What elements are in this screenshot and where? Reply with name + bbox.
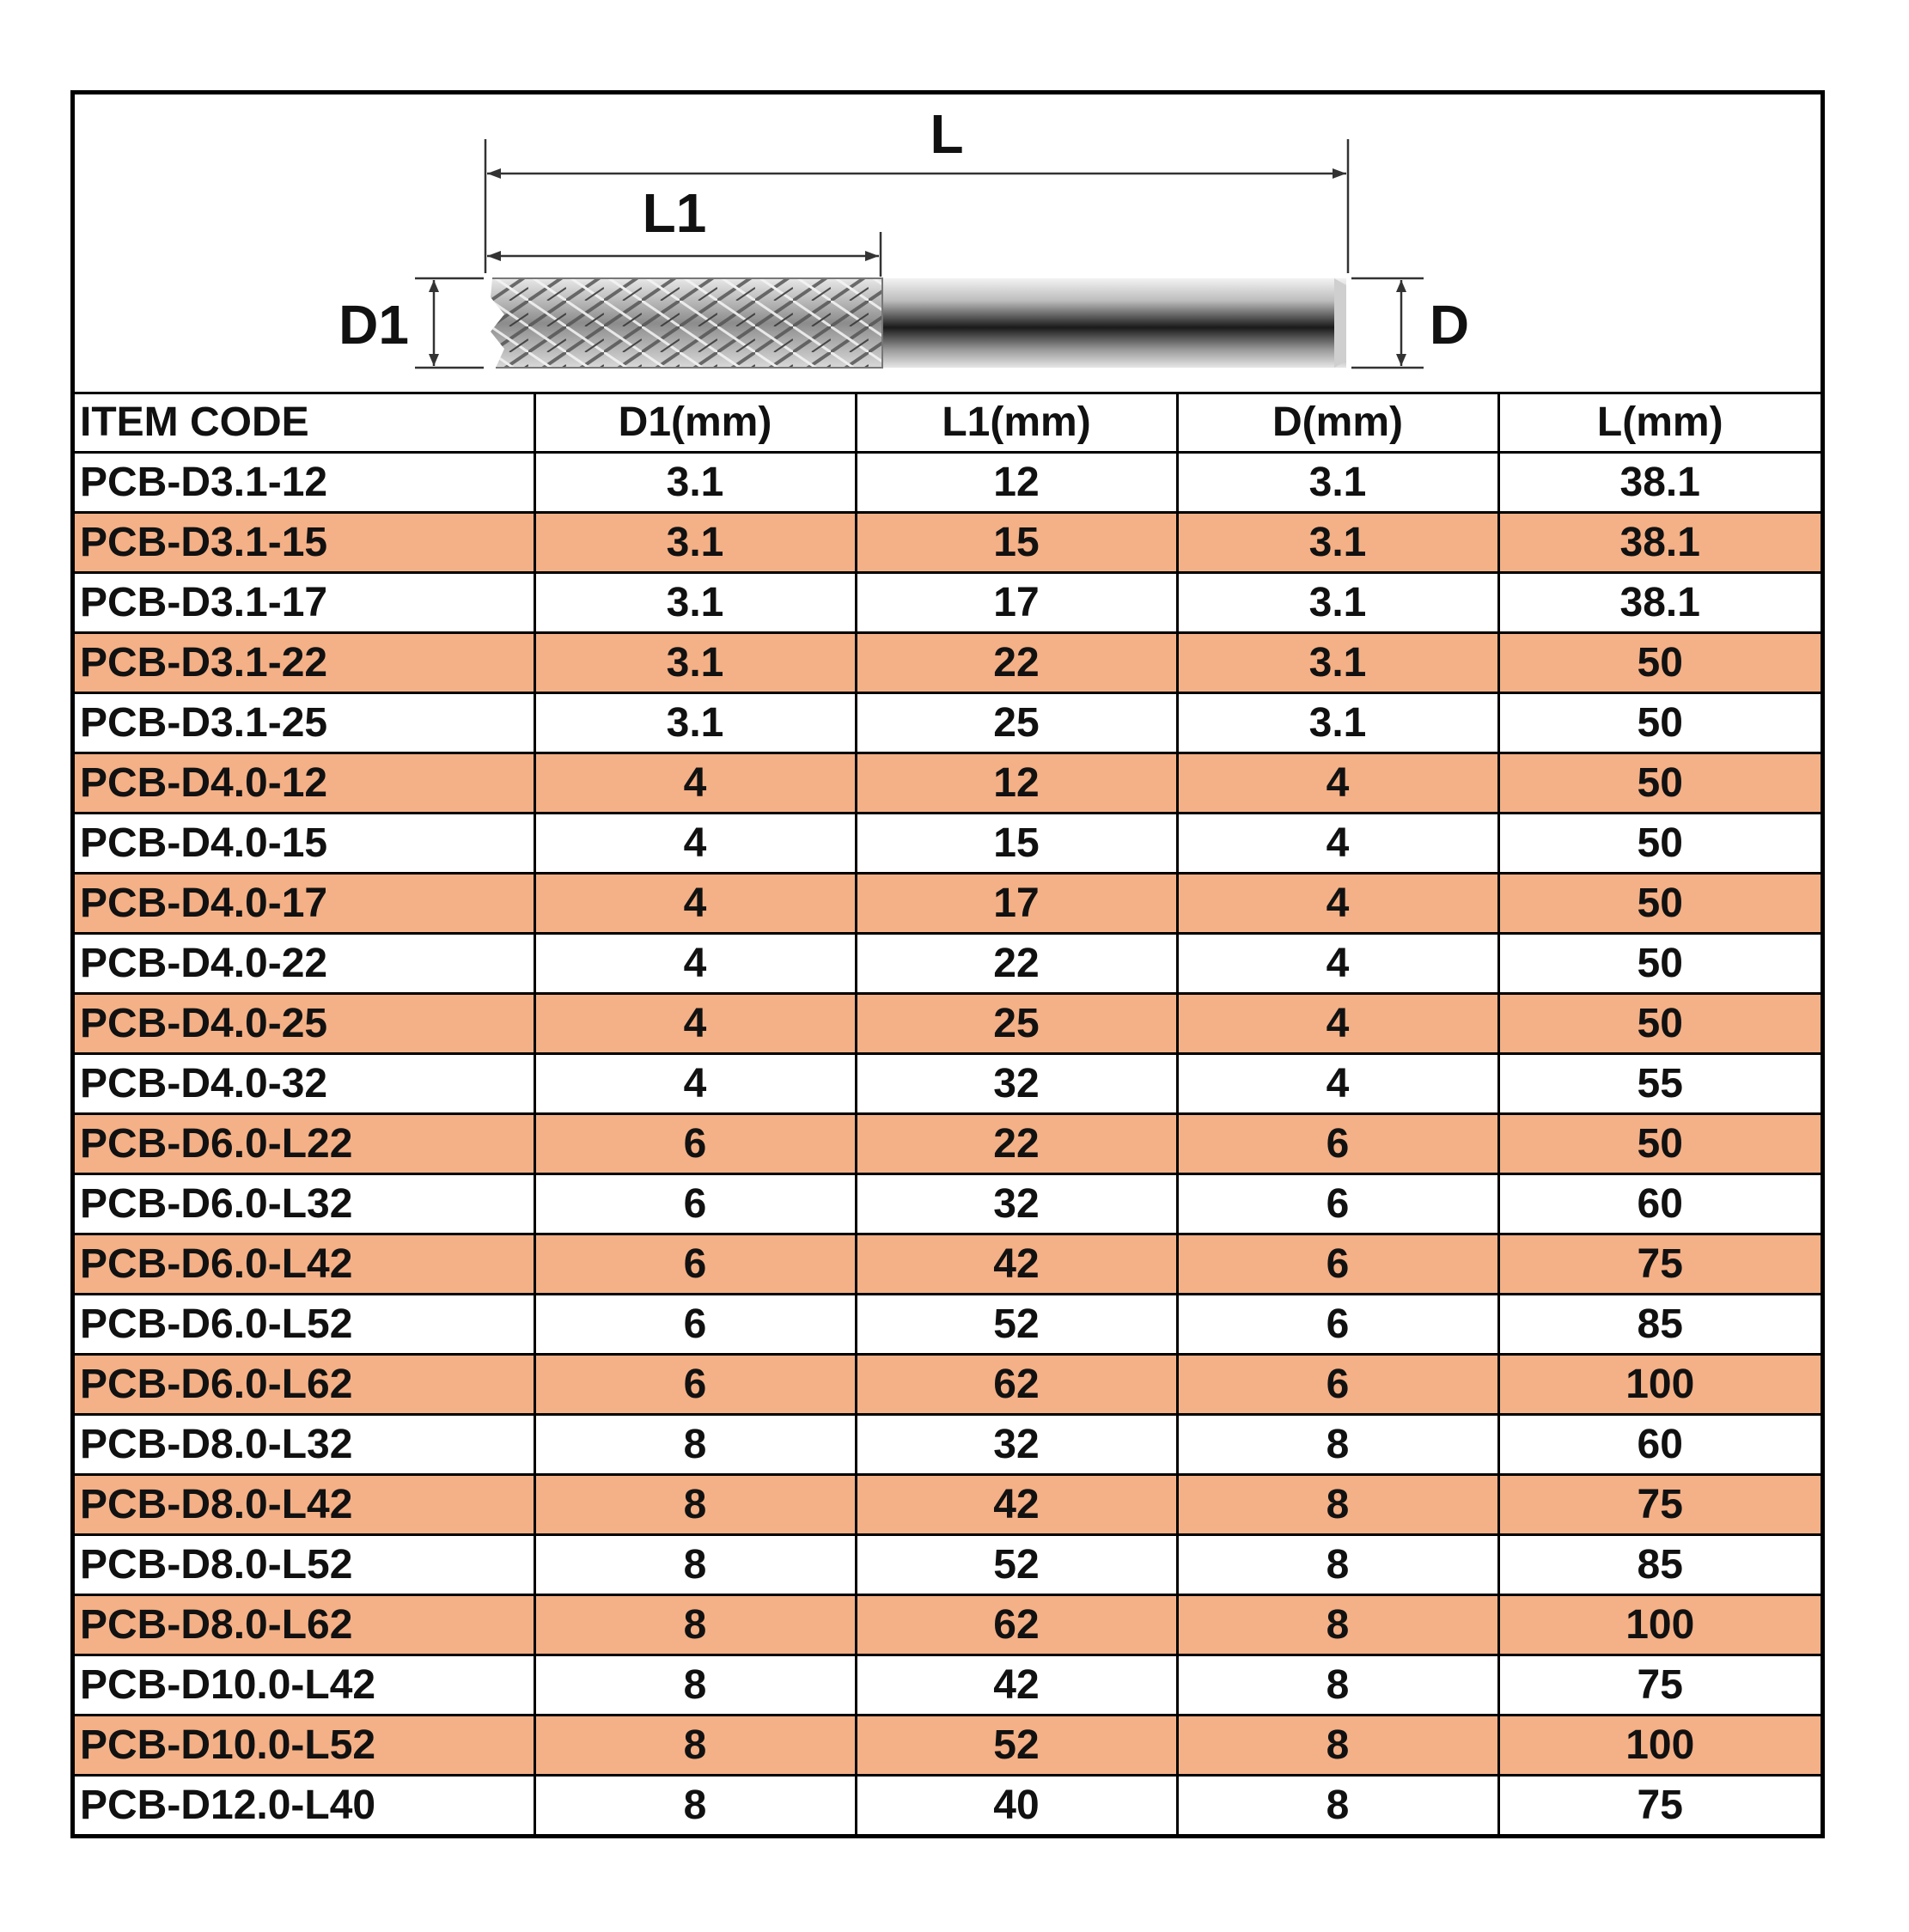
table-row: [75, 1054, 1821, 1114]
d-cell: 3.1: [1177, 693, 1498, 753]
d-cell: 8: [1177, 1716, 1498, 1776]
l1-cell: 32: [856, 1415, 1177, 1475]
header-item-code: ITEM CODE: [75, 393, 534, 453]
table-row: [75, 1776, 1821, 1835]
item-code-cell: PCB-D6.0-L52: [75, 1295, 534, 1355]
d-cell: 6: [1177, 1114, 1498, 1174]
d1-cell: 4: [534, 1054, 856, 1114]
d1-cell: 6: [534, 1174, 856, 1234]
d-cell: 8: [1177, 1535, 1498, 1595]
l-cell: 55: [1498, 1054, 1821, 1114]
item-code-cell: PCB-D3.1-17: [75, 573, 534, 633]
end-mill-picture: [491, 278, 1346, 368]
table-row: [75, 1174, 1821, 1234]
table-row: [75, 1355, 1821, 1415]
d-cell: 8: [1177, 1655, 1498, 1716]
l-cell: 50: [1498, 633, 1821, 693]
table-row: [75, 573, 1821, 633]
l1-cell: 25: [856, 693, 1177, 753]
d1-cell: 6: [534, 1234, 856, 1295]
l1-cell: 12: [856, 753, 1177, 814]
item-code-cell: PCB-D10.0-L52: [75, 1716, 534, 1776]
shank-diameter-dimension: [1351, 278, 1424, 368]
tool-dimension-diagram: [75, 94, 1821, 392]
table-header-row: [75, 393, 1821, 453]
l1-cell: 32: [856, 1174, 1177, 1234]
d-cell: 8: [1177, 1415, 1498, 1475]
header-l: L(mm): [1498, 393, 1821, 453]
table-row: [75, 1415, 1821, 1475]
d-cell: 3.1: [1177, 453, 1498, 513]
l1-cell: 22: [856, 633, 1177, 693]
length-label: L: [930, 103, 964, 165]
d-cell: 3.1: [1177, 513, 1498, 573]
table-row: [75, 1234, 1821, 1295]
overall-length-dimension: [485, 139, 1348, 273]
l-cell: 50: [1498, 994, 1821, 1054]
d-cell: 4: [1177, 874, 1498, 934]
d1-cell: 3.1: [534, 513, 856, 573]
l-cell: 85: [1498, 1535, 1821, 1595]
l-cell: 75: [1498, 1655, 1821, 1716]
table-row: [75, 633, 1821, 693]
l-cell: 50: [1498, 753, 1821, 814]
header-l1: L1(mm): [856, 393, 1177, 453]
l-cell: 50: [1498, 814, 1821, 874]
l1-cell: 42: [856, 1234, 1177, 1295]
d-cell: 6: [1177, 1234, 1498, 1295]
item-code-cell: PCB-D3.1-12: [75, 453, 534, 513]
d1-cell: 4: [534, 934, 856, 994]
item-code-cell: PCB-D4.0-15: [75, 814, 534, 874]
d-cell: 6: [1177, 1295, 1498, 1355]
d-cell: 3.1: [1177, 573, 1498, 633]
table-row: [75, 753, 1821, 814]
l1-cell: 42: [856, 1655, 1177, 1716]
table-row: [75, 1114, 1821, 1174]
table-row: [75, 513, 1821, 573]
table-row: [75, 874, 1821, 934]
table-row: [75, 1716, 1821, 1776]
l1-cell: 17: [856, 874, 1177, 934]
cutting-diameter-label: D1: [338, 294, 409, 356]
item-code-cell: PCB-D6.0-L62: [75, 1355, 534, 1415]
item-code-cell: PCB-D4.0-32: [75, 1054, 534, 1114]
item-code-cell: PCB-D6.0-L32: [75, 1174, 534, 1234]
header-d: D(mm): [1177, 393, 1498, 453]
table-row: [75, 1295, 1821, 1355]
item-code-cell: PCB-D8.0-L52: [75, 1535, 534, 1595]
l1-cell: 62: [856, 1595, 1177, 1655]
item-code-cell: PCB-D6.0-L42: [75, 1234, 534, 1295]
l1-cell: 17: [856, 573, 1177, 633]
item-code-cell: PCB-D3.1-25: [75, 693, 534, 753]
item-code-cell: PCB-D4.0-17: [75, 874, 534, 934]
l1-cell: 40: [856, 1776, 1177, 1835]
header-d1: D1(mm): [534, 393, 856, 453]
d1-cell: 8: [534, 1415, 856, 1475]
cutting-length-label: L1: [642, 182, 707, 244]
table-row: [75, 1535, 1821, 1595]
shank-diameter-label: D: [1429, 294, 1470, 356]
d-cell: 4: [1177, 934, 1498, 994]
d1-cell: 3.1: [534, 633, 856, 693]
l-cell: 50: [1498, 934, 1821, 994]
d-cell: 4: [1177, 994, 1498, 1054]
l-cell: 85: [1498, 1295, 1821, 1355]
item-code-cell: PCB-D10.0-L42: [75, 1655, 534, 1716]
d-cell: 4: [1177, 1054, 1498, 1114]
table-row: [75, 994, 1821, 1054]
l1-cell: 32: [856, 1054, 1177, 1114]
l-cell: 60: [1498, 1174, 1821, 1234]
table-row: [75, 453, 1821, 513]
d-cell: 6: [1177, 1174, 1498, 1234]
item-spec-table: [75, 392, 1821, 1834]
l1-cell: 52: [856, 1716, 1177, 1776]
l-cell: 38.1: [1498, 453, 1821, 513]
d1-cell: 8: [534, 1595, 856, 1655]
d1-cell: 8: [534, 1716, 856, 1776]
l-cell: 100: [1498, 1716, 1821, 1776]
l-cell: 75: [1498, 1234, 1821, 1295]
l1-cell: 52: [856, 1295, 1177, 1355]
d1-cell: 6: [534, 1295, 856, 1355]
l1-cell: 52: [856, 1535, 1177, 1595]
d1-cell: 4: [534, 874, 856, 934]
l-cell: 50: [1498, 693, 1821, 753]
d1-cell: 8: [534, 1535, 856, 1595]
table-row: [75, 814, 1821, 874]
item-code-cell: PCB-D6.0-L22: [75, 1114, 534, 1174]
l-cell: 75: [1498, 1776, 1821, 1835]
item-code-cell: PCB-D8.0-L32: [75, 1415, 534, 1475]
item-code-cell: PCB-D4.0-25: [75, 994, 534, 1054]
l1-cell: 22: [856, 934, 1177, 994]
l-cell: 100: [1498, 1355, 1821, 1415]
l1-cell: 42: [856, 1475, 1177, 1535]
spec-sheet: [70, 90, 1825, 1838]
table-row: [75, 1475, 1821, 1535]
item-code-cell: PCB-D8.0-L42: [75, 1475, 534, 1535]
d1-cell: 3.1: [534, 453, 856, 513]
l1-cell: 25: [856, 994, 1177, 1054]
l-cell: 38.1: [1498, 573, 1821, 633]
cutting-diameter-dimension: [415, 278, 484, 368]
d1-cell: 8: [534, 1776, 856, 1835]
item-code-cell: PCB-D12.0-L40: [75, 1776, 534, 1835]
item-code-cell: PCB-D3.1-15: [75, 513, 534, 573]
table-row: [75, 693, 1821, 753]
d1-cell: 8: [534, 1475, 856, 1535]
d1-cell: 3.1: [534, 693, 856, 753]
table-row: [75, 934, 1821, 994]
l1-cell: 15: [856, 814, 1177, 874]
d1-cell: 4: [534, 814, 856, 874]
table-row: [75, 1595, 1821, 1655]
d-cell: 6: [1177, 1355, 1498, 1415]
item-code-cell: PCB-D4.0-12: [75, 753, 534, 814]
d1-cell: 6: [534, 1355, 856, 1415]
l-cell: 75: [1498, 1475, 1821, 1535]
d1-cell: 3.1: [534, 573, 856, 633]
d-cell: 4: [1177, 814, 1498, 874]
d-cell: 8: [1177, 1776, 1498, 1835]
d1-cell: 6: [534, 1114, 856, 1174]
l-cell: 50: [1498, 874, 1821, 934]
item-code-cell: PCB-D8.0-L62: [75, 1595, 534, 1655]
d-cell: 3.1: [1177, 633, 1498, 693]
l1-cell: 22: [856, 1114, 1177, 1174]
item-code-cell: PCB-D4.0-22: [75, 934, 534, 994]
l-cell: 60: [1498, 1415, 1821, 1475]
d-cell: 4: [1177, 753, 1498, 814]
d1-cell: 4: [534, 994, 856, 1054]
l1-cell: 62: [856, 1355, 1177, 1415]
table-row: [75, 1655, 1821, 1716]
item-code-cell: PCB-D3.1-22: [75, 633, 534, 693]
l-cell: 38.1: [1498, 513, 1821, 573]
d-cell: 8: [1177, 1595, 1498, 1655]
l-cell: 50: [1498, 1114, 1821, 1174]
d1-cell: 8: [534, 1655, 856, 1716]
d1-cell: 4: [534, 753, 856, 814]
l-cell: 100: [1498, 1595, 1821, 1655]
l1-cell: 15: [856, 513, 1177, 573]
d-cell: 8: [1177, 1475, 1498, 1535]
l1-cell: 12: [856, 453, 1177, 513]
